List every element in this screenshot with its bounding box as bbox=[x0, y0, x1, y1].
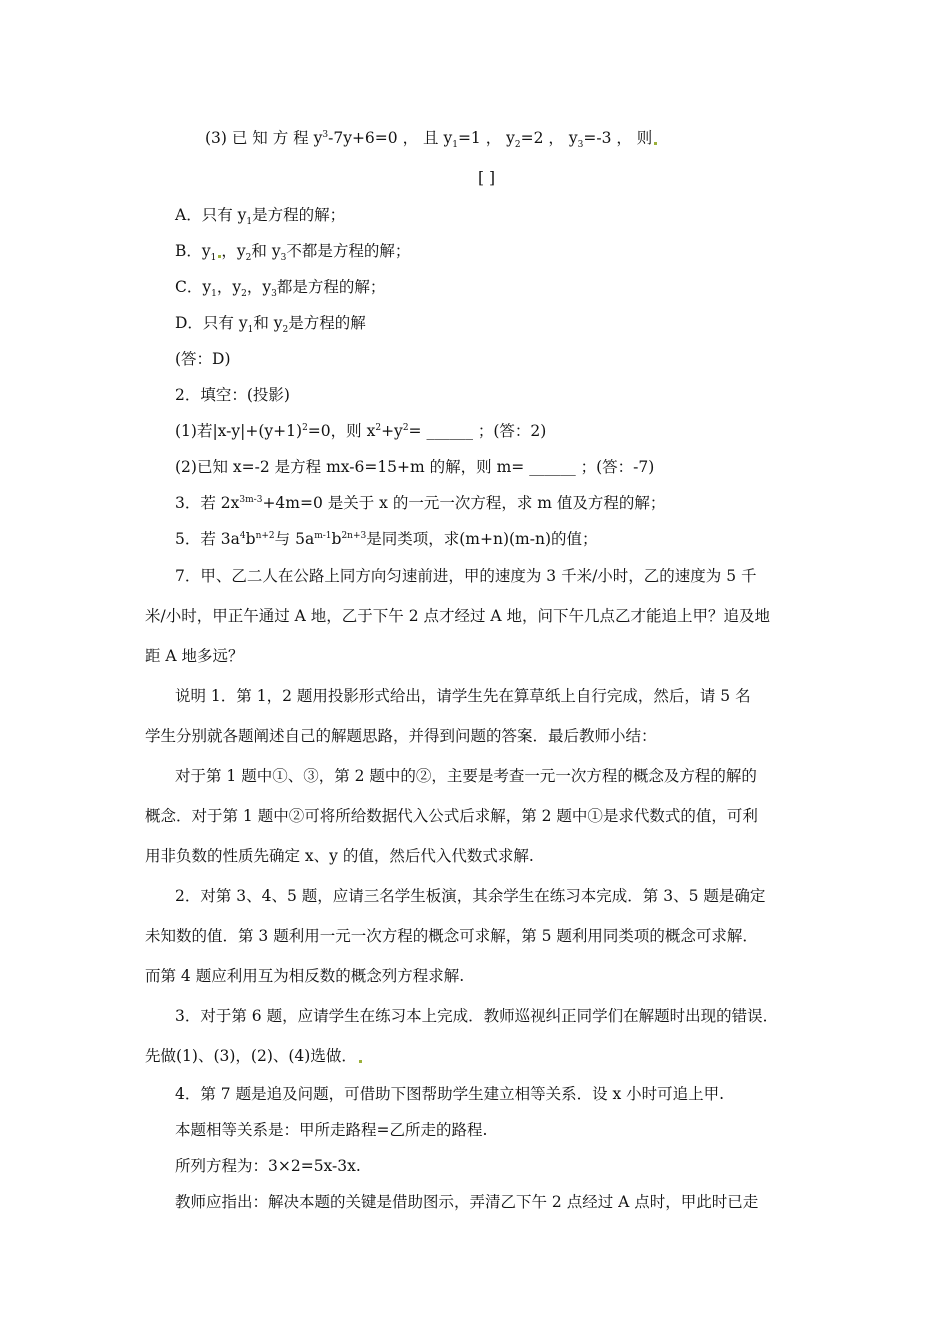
option-c-mid2: ，y bbox=[246, 278, 272, 296]
q5-e3: m-1 bbox=[314, 530, 332, 541]
option-c-sub: 1 bbox=[211, 289, 217, 300]
answer-d: (答：D) bbox=[175, 350, 231, 368]
fill-problem-1 bbox=[175, 421, 546, 441]
q5-pre: 5．若 3a bbox=[175, 530, 240, 548]
q5-e1: 4 bbox=[239, 530, 246, 541]
y3-val: =-3 ， 则 bbox=[583, 129, 653, 147]
p1-exp2: 2 bbox=[375, 422, 382, 433]
y2-sub: 2 bbox=[514, 140, 521, 151]
y2-val: =2 ， bbox=[520, 129, 569, 147]
note-5d: 教师应指出：解决本题的关键是借助图示，弄清乙下午 2 点经过 A 点时，甲此时已走 bbox=[175, 1193, 759, 1211]
option-d-sub: 1 bbox=[247, 325, 254, 336]
q3b-pre: 3．若 2x bbox=[175, 494, 240, 512]
option-b-post: 不都是方程的解； bbox=[286, 242, 411, 260]
q5-post: 是同类项，求(m+n)(m-n)的值； bbox=[366, 530, 598, 548]
p1-exp3: 2 bbox=[402, 422, 409, 433]
p1-post: = ______ ；(答：2) bbox=[408, 422, 547, 440]
option-d bbox=[175, 313, 366, 336]
option-b bbox=[175, 241, 411, 264]
option-a-sub: 1 bbox=[246, 217, 253, 228]
note-5a: 4．第 7 题是追及问题，可借助下图帮助学生建立相等关系．设 x 小时可追上甲. bbox=[175, 1085, 725, 1103]
option-c-pre: C．y bbox=[175, 278, 212, 296]
y1-val: =1 ， bbox=[457, 129, 507, 147]
note-2a: 对于第 1 题中①、③，第 2 题中的②，主要是考查一元一次方程的概念及方程的解的 bbox=[175, 767, 757, 785]
eq-exp: 3 bbox=[322, 129, 329, 140]
artifact-dot bbox=[359, 1060, 362, 1063]
fill-problem-2: (2)已知 x=-2 是方程 mx-6=15+m 的解，则 m= ______ ；(答：-7) bbox=[175, 458, 655, 476]
q5-e2: n+2 bbox=[255, 530, 275, 541]
q5-m2: 与 5a bbox=[274, 530, 315, 548]
note-2c: 用非负数的性质先确定 x、y 的值，然后代入代数式求解. bbox=[145, 847, 534, 865]
option-b-mid2: 和 y bbox=[251, 242, 281, 260]
eq-y: y bbox=[313, 129, 323, 147]
option-b-sub: 1 bbox=[210, 253, 217, 264]
note-3b bbox=[145, 926, 758, 946]
question-3-stem bbox=[205, 128, 657, 151]
question-5 bbox=[175, 529, 598, 549]
option-a bbox=[175, 205, 346, 228]
question-7-line1: 7．甲、乙二人在公路上同方向匀速前进，甲的速度为 3 千米/小时，乙的速度为 5 千 bbox=[175, 567, 757, 585]
note-3b-text: 未知数的值．第 3 题利用一元一次方程的概念可求解，第 5 题利用同类项的概念可求解． bbox=[145, 927, 758, 945]
fill-title: 2．填空：(投影) bbox=[175, 386, 290, 404]
y3: y bbox=[568, 129, 578, 147]
option-c-post: 都是方程的解； bbox=[276, 278, 386, 296]
option-d-pre: D．只有 y bbox=[175, 314, 248, 332]
option-a-pre: A．只有 y bbox=[175, 206, 247, 224]
y1-sub: 1 bbox=[452, 140, 458, 151]
option-c-sub2: 2 bbox=[241, 289, 247, 300]
artifact-dot bbox=[654, 142, 657, 145]
p1-mid: =0，则 x bbox=[307, 422, 376, 440]
option-b-pre: B．y bbox=[175, 242, 211, 260]
note-1a: 说明 1．第 1，2 题用投影形式给出，请学生先在算草纸上自行完成，然后，请 5 名 bbox=[175, 687, 751, 705]
option-c bbox=[175, 277, 386, 300]
q3b-post: +4m=0 是关于 x 的一元一次方程，求 m 值及方程的解； bbox=[262, 494, 666, 512]
note-4b bbox=[145, 1046, 362, 1066]
q5-e4: 2n+3 bbox=[341, 530, 367, 541]
note-2b: 概念．对于第 1 题中②可将所给数据代入公式后求解，第 2 题中①是求代数式的值，可利 bbox=[145, 807, 758, 825]
question-7-line2: 米/小时，甲正午通过 A 地，乙于下午 2 点才经过 A 地，问下午几点乙才能追上甲？追及地 bbox=[145, 607, 771, 625]
option-d-sub2: 2 bbox=[282, 325, 289, 336]
option-c-sub3: 3 bbox=[271, 289, 277, 300]
q3-prefix: (3) 已 知 方 程 bbox=[205, 129, 314, 147]
note-4b-text: 先做(1)、(3)，(2)、(4)选做． bbox=[145, 1047, 357, 1065]
q3b-exp: 3m-3 bbox=[239, 494, 263, 505]
option-b-sub2: 2 bbox=[245, 253, 252, 264]
option-b-mid1: ，y bbox=[221, 242, 246, 260]
note-4a: 3．对于第 6 题，应请学生在练习本上完成．教师巡视纠正同学们在解题时出现的错误． bbox=[175, 1007, 779, 1025]
note-3a: 2．对第 3、4、5 题，应请三名学生板演，其余学生在练习本完成．第 3、5 题是确定 bbox=[175, 887, 766, 905]
y2: y bbox=[506, 129, 515, 147]
note-3c: 而第 4 题应利用互为相反数的概念列方程求解. bbox=[145, 967, 465, 985]
note-5c: 所列方程为：3×2=5x-3x. bbox=[175, 1157, 361, 1175]
p1-pre: (1)若|x-y|+(y+1) bbox=[175, 422, 303, 440]
option-a-post: 是方程的解； bbox=[252, 206, 346, 224]
q5-m3: b bbox=[331, 530, 342, 548]
option-b-sub3: 3 bbox=[280, 253, 287, 264]
q5-m1: b bbox=[245, 530, 256, 548]
note-5b: 本题相等关系是：甲所走路程=乙所走的路程. bbox=[175, 1121, 488, 1139]
y3-sub: 3 bbox=[577, 140, 584, 151]
option-d-mid: 和 y bbox=[253, 314, 283, 332]
option-d-post: 是方程的解 bbox=[288, 314, 366, 332]
p1-mid2: +y bbox=[381, 422, 403, 440]
answer-bracket: [ ] bbox=[478, 169, 496, 187]
question-7-line3: 距 A 地多远？ bbox=[145, 647, 244, 665]
option-c-mid1: ，y bbox=[216, 278, 242, 296]
y1: y bbox=[443, 129, 453, 147]
p1-exp: 2 bbox=[302, 422, 308, 433]
question-3b bbox=[175, 493, 665, 513]
eq-rest: -7y+6=0 ， 且 bbox=[328, 129, 444, 147]
note-1b: 学生分别就各题阐述自己的解题思路，并得到问题的答案．最后教师小结： bbox=[145, 727, 657, 745]
